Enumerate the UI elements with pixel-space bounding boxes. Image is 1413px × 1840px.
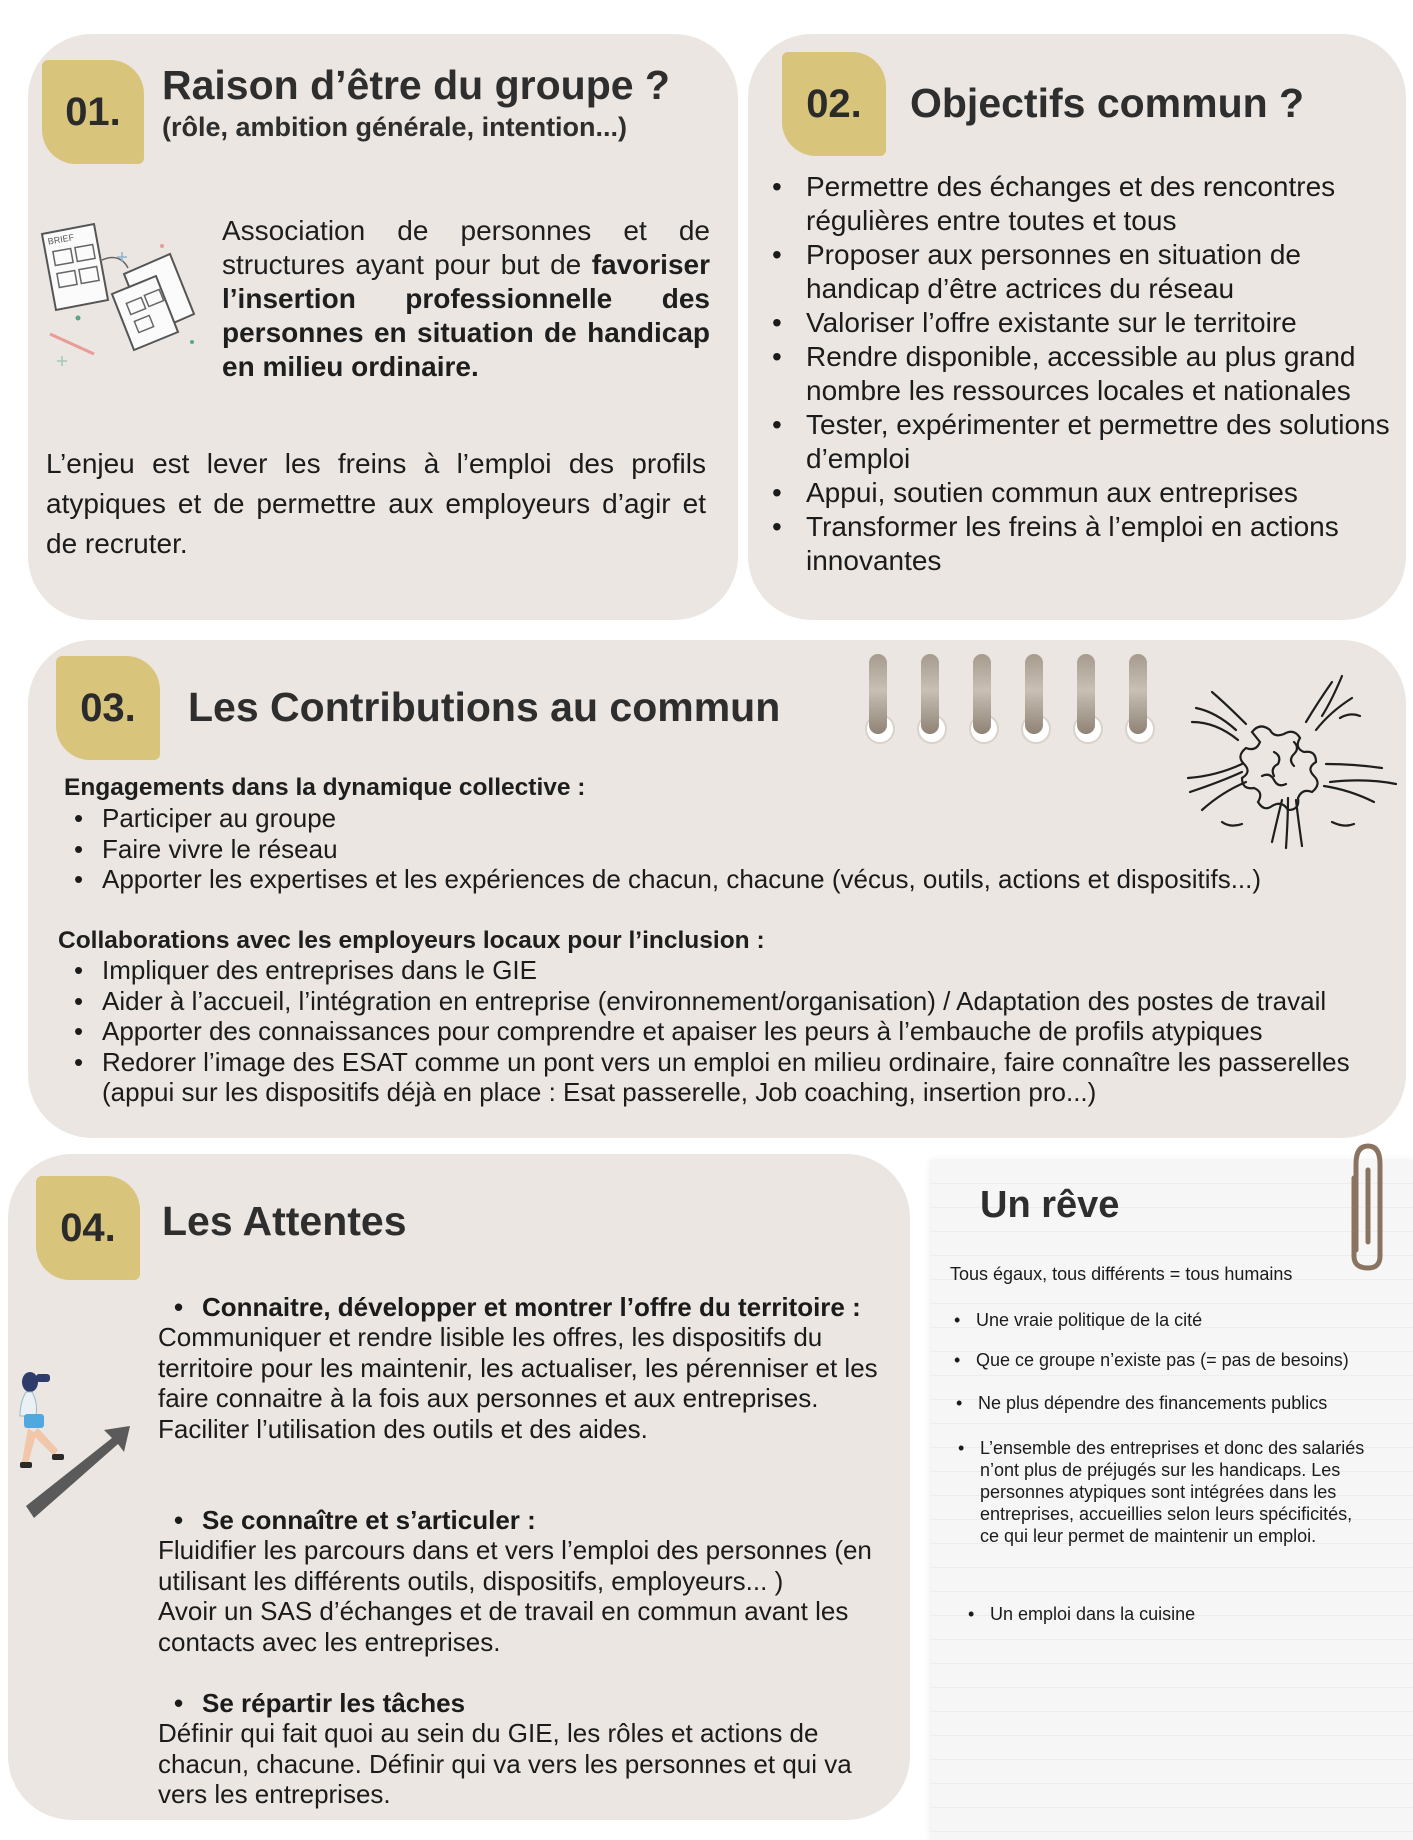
objectif-item: • Rendre disponible, accessible au plus grand nombre les ressources locales et nationales <box>770 340 1398 408</box>
dream-item: • Une vraie politique de la cité <box>976 1309 1396 1331</box>
dream-title: Un rêve <box>980 1184 1120 1226</box>
dream-item: • Que ce groupe n’existe pas (= pas de besoins) <box>976 1349 1396 1371</box>
objectif-item: • Tester, expérimenter et permettre des solutions d’emploi <box>770 408 1398 476</box>
objectif-item: • Transformer les freins à l’emploi en actions innovantes <box>770 510 1398 578</box>
collaborations-heading: Collaborations avec les employeurs locaux pour l’inclusion : <box>58 927 765 954</box>
collaborations-list <box>60 955 1400 1108</box>
collaboration-item: • Impliquer des entreprises dans le GIE <box>60 955 1400 986</box>
dream-list-3 <box>978 1392 1398 1414</box>
engagements-list <box>60 803 1380 895</box>
collaboration-item: • Redorer l’image des ESAT comme un pont vers un emploi en milieu ordinaire, faire connaître les passerelles (appui sur les dispositifs déjà en place : Esat passerelle, Job coaching, insertion pro...) <box>60 1047 1400 1108</box>
engagement-item: • Faire vivre le réseau <box>60 834 1380 865</box>
card1-enjeu: L’enjeu est lever les freins à l’emploi des profils atypiques et de permettre aux employeurs d’agir et de recruter. <box>46 448 706 559</box>
attente-body-1: Communiquer et rendre lisible les offres, les dispositifs du territoire pour les maintenir, les actualiser, les pérenniser et les faire connaitre à la fois aux personnes et aux entreprises. Faciliter l’utilisation des outils et des aides. <box>158 1322 878 1444</box>
attente-body-3: Définir qui fait quoi au sein du GIE, les rôles et actions de chacun, chacune. Définir qui va vers les personnes et qui va vers les entreprises. <box>158 1718 852 1809</box>
card3-number-tag: 03. <box>56 656 160 760</box>
objectif-item: • Proposer aux personnes en situation de handicap d’être actrices du réseau <box>770 238 1398 306</box>
attente-heading-2: • Se connaître et s’articuler : <box>202 1505 536 1536</box>
brief-documents-illustration <box>32 214 202 374</box>
objectifs-list <box>770 170 1398 578</box>
brief-label: BRIEF <box>47 232 75 247</box>
engagements-heading: Engagements dans la dynamique collective : <box>64 774 586 801</box>
engagement-item: • Apporter les expertises et les expériences de chacun, chacune (vécus, outils, actions et dispositifs...) <box>60 864 1380 895</box>
attente-body-2: Fluidifier les parcours dans et vers l’emploi des personnes (en utilisant les différents outils, dispositifs, employeurs... ) Avoir un SAS d’échanges et de travail en commun avant les contacts avec les entreprises. <box>158 1535 872 1657</box>
collaboration-item: • Aider à l’accueil, l’intégration en entreprise (environnement/organisation) / Adaptation des postes de travail <box>60 986 1400 1017</box>
person-with-binoculars-on-arrow-icon <box>16 1370 136 1526</box>
collaboration-item: • Apporter des connaissances pour comprendre et apaiser les peurs à l’embauche de profils atypiques <box>60 1016 1400 1047</box>
dream-list-1 <box>976 1309 1396 1331</box>
objectif-item: • Permettre des échanges et des rencontres régulières entre toutes et tous <box>770 170 1398 238</box>
dream-list-4 <box>980 1437 1370 1547</box>
card3-title: Les Contributions au commun <box>188 684 781 730</box>
dream-list-2 <box>976 1349 1396 1371</box>
attente-heading-3: • Se répartir les tâches <box>202 1688 465 1719</box>
objectif-item: • Appui, soutien commun aux entreprises <box>770 476 1398 510</box>
card1-intro: Association de personnes et de structures ayant pour but de <box>222 215 710 280</box>
dream-item: • Un emploi dans la cuisine <box>990 1603 1410 1625</box>
objectif-item: • Valoriser l’offre existante sur le territoire <box>770 306 1398 340</box>
paperclip-icon <box>1340 1138 1396 1274</box>
card4-title: Les Attentes <box>162 1198 407 1244</box>
card4-number-tag: 04. <box>36 1176 140 1280</box>
card1-number-tag: 01. <box>42 60 144 164</box>
card1-description <box>222 214 710 384</box>
card1-title: Raison d’être du groupe ? <box>162 62 670 108</box>
dream-intro: Tous égaux, tous différents = tous humains <box>950 1264 1293 1284</box>
card2-number-tag: 02. <box>782 52 886 156</box>
engagement-item: • Participer au groupe <box>60 803 1380 834</box>
attente-heading-1: • Connaitre, développer et montrer l’offre du territoire : <box>202 1292 861 1323</box>
card2-title: Objectifs commun ? <box>910 80 1305 126</box>
card1-intro-bold: favoriser l’insertion professionnelle des personnes en situation de handicap en milieu ordinaire. <box>222 249 710 382</box>
card1-subtitle: (rôle, ambition générale, intention...) <box>162 112 628 142</box>
dream-item: • Ne plus dépendre des financements publics <box>978 1392 1398 1414</box>
dream-list-5 <box>990 1603 1410 1625</box>
dream-item: • L’ensemble des entreprises et donc des salariés n’ont plus de préjugés sur les handicaps. Les personnes atypiques sont intégrées dans les entreprises, accueillies selon leurs spécificités, ce qui leur permet de maintenir un emploi. <box>980 1437 1370 1547</box>
